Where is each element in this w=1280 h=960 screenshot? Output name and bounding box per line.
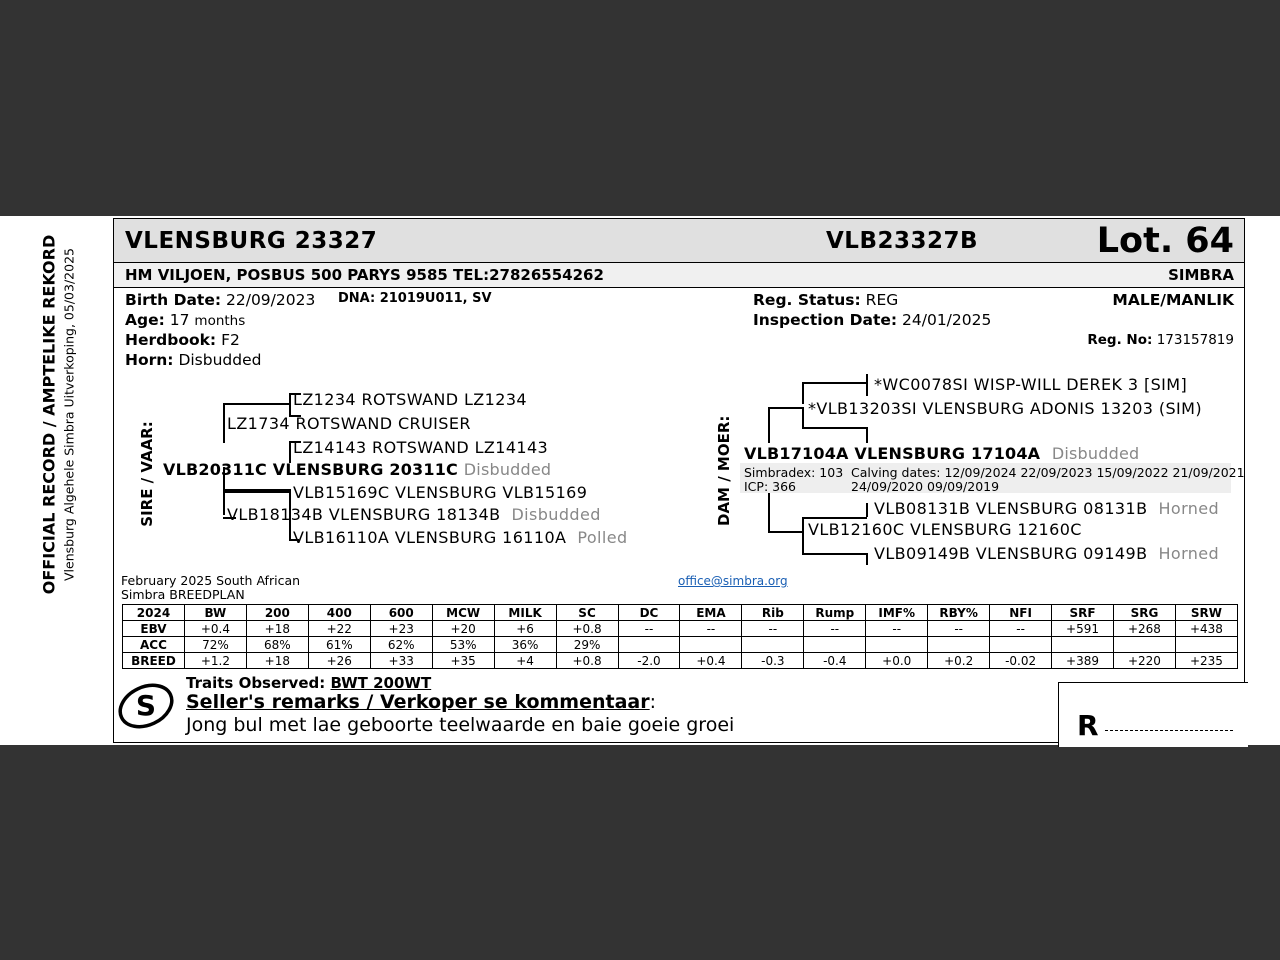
- ebv-cell: -0.3: [742, 653, 804, 669]
- sire-label: SIRE / VAAR:: [138, 421, 156, 527]
- ebv-cell: +0.2: [928, 653, 990, 669]
- ebv-header-cell: 400: [308, 605, 370, 621]
- ebv-table: [122, 604, 1238, 669]
- ebv-cell: [866, 637, 928, 653]
- ebv-cell: +0.8: [556, 621, 618, 637]
- sire-sire-dam: LZ14143 ROTSWAND LZ14143: [293, 438, 549, 457]
- ebv-cell: [1175, 637, 1237, 653]
- icp: ICP: 366: [744, 479, 796, 494]
- bracket-line: [802, 427, 867, 429]
- breedplan-line2: Simbra BREEDPLAN: [121, 587, 245, 602]
- bracket-line: [802, 382, 804, 404]
- ebv-header-cell: SRF: [1052, 605, 1114, 621]
- dam-performance-box: [740, 463, 1245, 494]
- owner-details: HM VILJOEN, POSBUS 500 PARYS 9585 TEL:27826554262: [125, 266, 604, 284]
- ebv-cell: -0.02: [990, 653, 1052, 669]
- ebv-cell: +0.0: [866, 653, 928, 669]
- bracket-line: [223, 403, 225, 443]
- ebv-cell: +18: [246, 653, 308, 669]
- traits-observed: Traits Observed: BWT 200WT: [186, 674, 432, 692]
- ebv-cell: +235: [1175, 653, 1237, 669]
- sire-sire-sire: LZ1234 ROTSWAND LZ1234: [293, 390, 527, 409]
- ebv-row: [123, 621, 1238, 637]
- bracket-line: [768, 407, 803, 409]
- reg-status: Reg. Status: REG: [753, 291, 899, 309]
- ebv-cell: +220: [1114, 653, 1176, 669]
- ebv-cell: 68%: [246, 637, 308, 653]
- ebv-cell: --: [866, 621, 928, 637]
- ebv-cell: 29%: [556, 637, 618, 653]
- ebv-header-cell: BW: [184, 605, 246, 621]
- price-line: [1105, 730, 1233, 731]
- sire-dam-dam: VLB16110A VLENSBURG 16110A Polled: [293, 528, 628, 547]
- bracket-line: [802, 517, 867, 519]
- ebv-header-cell: MCW: [432, 605, 494, 621]
- ebv-header-cell: Rib: [742, 605, 804, 621]
- ebv-header-cell: IMF%: [866, 605, 928, 621]
- dam-dam-dam: VLB09149B VLENSBURG 09149B Horned: [874, 544, 1220, 563]
- ebv-cell: 61%: [308, 637, 370, 653]
- price-box: [1058, 682, 1248, 747]
- sale-subtitle: Vlensburg Algehele Simbra Uitverkoping, 05/03/2025: [61, 248, 77, 581]
- ebv-cell: +268: [1114, 621, 1176, 637]
- lot-number: Lot. 64: [1096, 221, 1234, 261]
- bracket-line: [866, 427, 868, 443]
- simbra-logo-icon: [116, 681, 176, 731]
- ebv-cell: [1114, 637, 1176, 653]
- bracket-line: [866, 553, 868, 565]
- side-label: [0, 216, 112, 745]
- ebv-cell: [804, 637, 866, 653]
- horn-status: Horn: Disbudded: [125, 351, 262, 369]
- ebv-cell: --: [990, 621, 1052, 637]
- bracket-line: [223, 403, 290, 405]
- remarks-text: Jong bul met lae geboorte teelwaarde en baie goeie groei: [186, 714, 735, 736]
- ebv-cell: [990, 637, 1052, 653]
- ebv-cell: -0.4: [804, 653, 866, 669]
- ebv-header-cell: 2024: [123, 605, 185, 621]
- sire-dam: VLB18134B VLENSBURG 18134B Disbudded: [227, 505, 601, 524]
- ebv-cell: 53%: [432, 637, 494, 653]
- dam-dam-sire: VLB08131B VLENSBURG 08131B Horned: [874, 499, 1220, 518]
- sire-sire: LZ1734 ROTSWAND CRUISER: [227, 414, 471, 433]
- ebv-header-cell: EMA: [680, 605, 742, 621]
- ebv-header-cell: NFI: [990, 605, 1052, 621]
- age: Age: 17 months: [125, 311, 246, 329]
- bracket-line: [223, 489, 225, 515]
- ebv-row-label: EBV: [123, 621, 185, 637]
- herdbook: Herdbook: F2: [125, 331, 240, 349]
- remarks-heading: Seller's remarks / Verkoper se kommentaar:: [186, 691, 657, 713]
- ebv-cell: [1052, 637, 1114, 653]
- ebv-cell: +1.2: [184, 653, 246, 669]
- ebv-cell: +4: [494, 653, 556, 669]
- animal-code: VLB23327B: [826, 228, 979, 254]
- lot-card: [113, 218, 1245, 743]
- sire-name: VLB20311C VLENSBURG 20311C Disbudded: [163, 460, 552, 479]
- animal-name: VLENSBURG 23327: [125, 228, 378, 254]
- currency-label: R: [1077, 709, 1099, 742]
- ebv-cell: --: [928, 621, 990, 637]
- ebv-cell: --: [680, 621, 742, 637]
- record-card-area: [0, 216, 1280, 745]
- breed-label: SIMBRA: [1168, 266, 1234, 284]
- bracket-line: [866, 503, 868, 517]
- ebv-header-cell: SRG: [1114, 605, 1176, 621]
- bracket-line: [802, 517, 804, 553]
- email-link[interactable]: office@simbra.org: [678, 574, 788, 588]
- breedplan-line1: February 2025 South African: [121, 573, 301, 588]
- bracket-line: [802, 553, 867, 555]
- bracket-line: [223, 491, 290, 493]
- ebv-cell: +26: [308, 653, 370, 669]
- ebv-cell: +22: [308, 621, 370, 637]
- owner-bar: [114, 263, 1244, 288]
- dam-sire: *VLB13203SI VLENSBURG ADONIS 13203 (SIM): [808, 399, 1203, 418]
- ebv-cell: 36%: [494, 637, 556, 653]
- ebv-cell: +0.8: [556, 653, 618, 669]
- dam-sire-sire: *WC0078SI WISP-WILL DEREK 3 [SIM]: [874, 375, 1188, 394]
- bracket-line: [802, 407, 804, 427]
- bracket-line: [768, 407, 770, 443]
- ebv-header-cell: SC: [556, 605, 618, 621]
- ebv-cell: --: [742, 621, 804, 637]
- ebv-header-cell: 600: [370, 605, 432, 621]
- card-header: [114, 219, 1244, 263]
- ebv-row-label: ACC: [123, 637, 185, 653]
- calving-dates-cont: 24/09/2020 09/09/2019: [851, 479, 1000, 494]
- ebv-cell: +23: [370, 621, 432, 637]
- ebv-cell: --: [804, 621, 866, 637]
- sire-dam-sire: VLB15169C VLENSBURG VLB15169: [293, 483, 588, 502]
- dam-name: VLB17104A VLENSBURG 17104A Disbudded: [744, 444, 1140, 463]
- ebv-cell: 62%: [370, 637, 432, 653]
- ebv-header-cell: DC: [618, 605, 680, 621]
- dam-dam: VLB12160C VLENSBURG 12160C: [808, 520, 1082, 539]
- official-record-title: OFFICIAL RECORD / AMPTELIKE REKORD: [39, 234, 59, 595]
- ebv-cell: +35: [432, 653, 494, 669]
- ebv-cell: +0.4: [184, 621, 246, 637]
- ebv-cell: +591: [1052, 621, 1114, 637]
- ebv-cell: 72%: [184, 637, 246, 653]
- ebv-header-cell: MILK: [494, 605, 556, 621]
- ebv-cell: +18: [246, 621, 308, 637]
- calving-dates: Calving dates: 12/09/2024 22/09/2023 15/09/2022 21/09/2021: [851, 465, 1245, 480]
- ebv-cell: [680, 637, 742, 653]
- ebv-cell: +33: [370, 653, 432, 669]
- ebv-cell: +20: [432, 621, 494, 637]
- bracket-line: [866, 374, 868, 396]
- birth-date: Birth Date: 22/09/2023: [125, 291, 316, 309]
- ebv-header-cell: Rump: [804, 605, 866, 621]
- ebv-header-cell: SRW: [1175, 605, 1237, 621]
- ebv-row-label: BREED: [123, 653, 185, 669]
- ebv-cell: +6: [494, 621, 556, 637]
- ebv-header-cell: 200: [246, 605, 308, 621]
- bracket-line: [768, 531, 803, 533]
- ebv-cell: --: [618, 621, 680, 637]
- ebv-cell: [928, 637, 990, 653]
- bracket-line: [802, 382, 867, 384]
- ebv-cell: +389: [1052, 653, 1114, 669]
- ebv-cell: [742, 637, 804, 653]
- simbradex: Simbradex: 103: [744, 465, 844, 480]
- reg-number: Reg. No: 173157819: [1087, 332, 1234, 348]
- bracket-line: [768, 493, 770, 531]
- ebv-cell: -2.0: [618, 653, 680, 669]
- ebv-header-cell: RBY%: [928, 605, 990, 621]
- sex-label: MALE/MANLIK: [1112, 291, 1234, 309]
- logo-letter: S: [135, 689, 157, 722]
- ebv-cell: [618, 637, 680, 653]
- ebv-row: [123, 637, 1238, 653]
- ebv-row: [123, 653, 1238, 669]
- ebv-cell: +438: [1175, 621, 1237, 637]
- ebv-cell: +0.4: [680, 653, 742, 669]
- dna-info: DNA: 21019U011, SV: [338, 291, 492, 306]
- dam-label: DAM / MOER:: [715, 415, 733, 526]
- inspection-date: Inspection Date: 24/01/2025: [753, 311, 992, 329]
